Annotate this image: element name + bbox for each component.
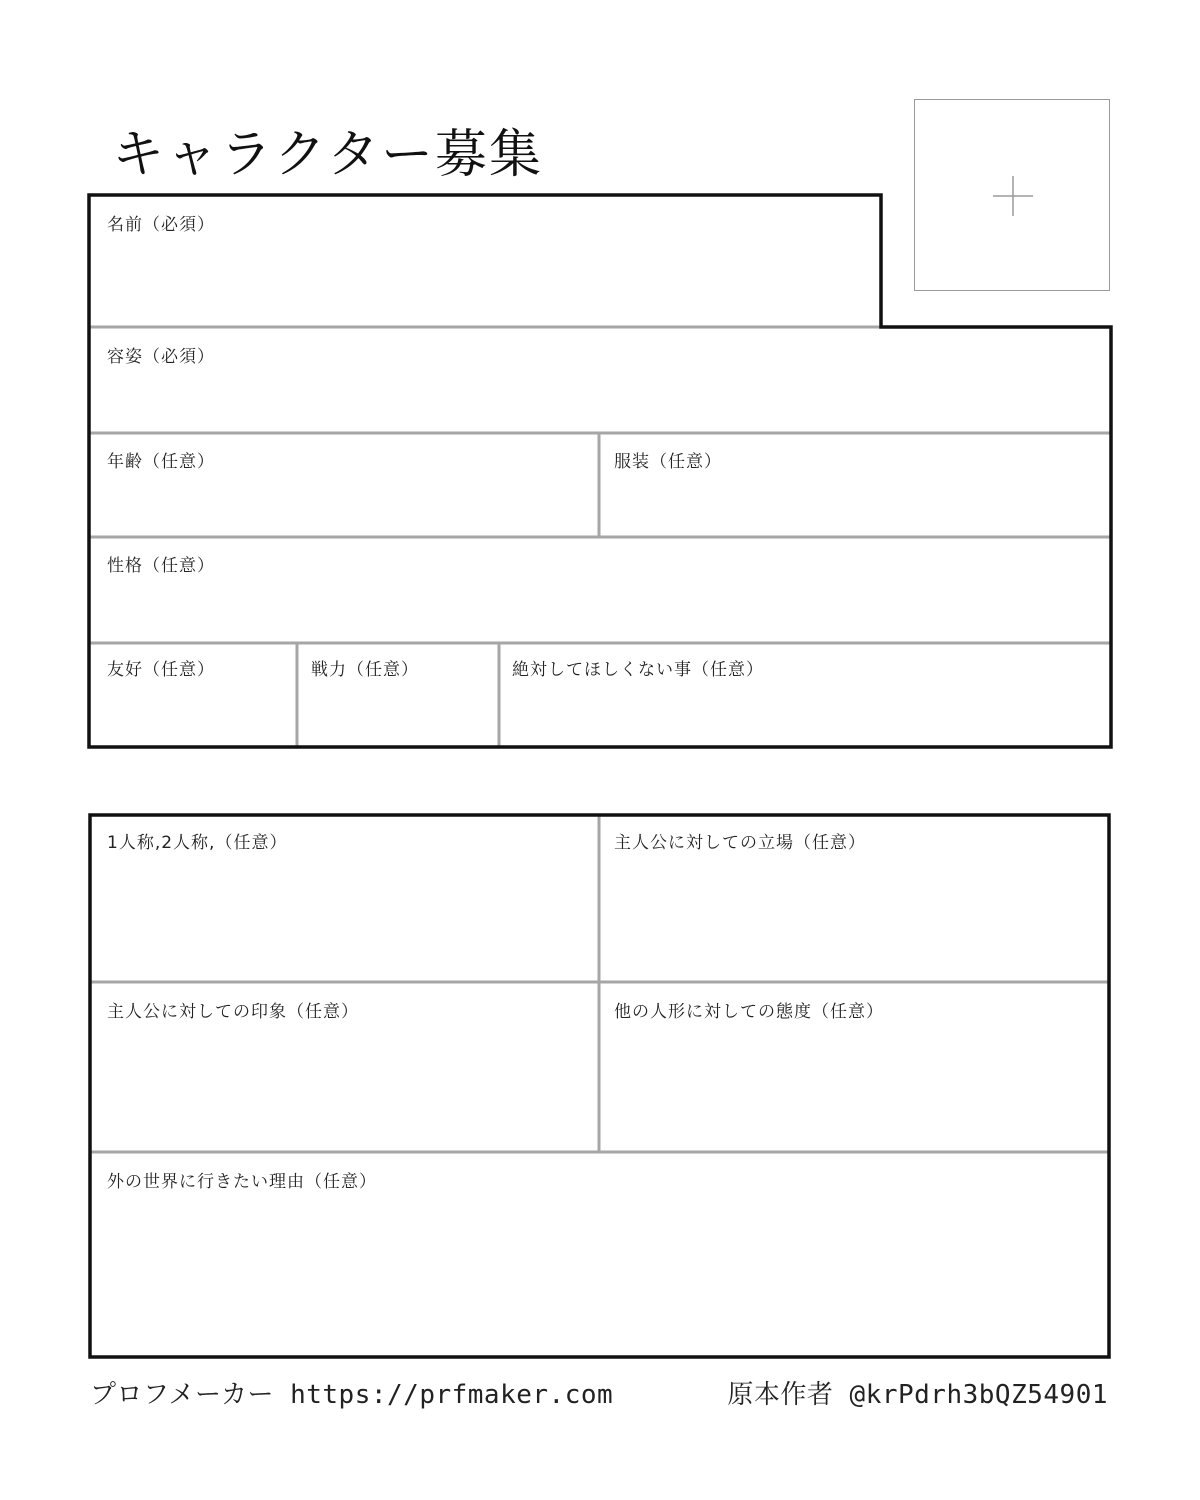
age-label: 年齢（任意） (107, 452, 215, 472)
pronouns-label: 1人称,2人称,（任意） (107, 833, 288, 853)
attitude-label: 他の人形に対しての態度（任意） (614, 1002, 884, 1022)
clothing-label: 服装（任意） (614, 452, 722, 472)
dislikes-label: 絶対してほしくない事（任意） (512, 660, 764, 680)
personality-field[interactable] (91, 539, 1109, 641)
reason-label: 外の世界に行きたい理由（任意） (107, 1172, 377, 1192)
position-label: 主人公に対しての立場（任意） (614, 833, 866, 853)
footer-author-credit: 原本作者 @krPdrh3bQZ54901 (727, 1380, 1108, 1410)
appearance-label: 容姿（必須） (107, 347, 215, 367)
impression-label: 主人公に対しての印象（任意） (107, 1002, 359, 1022)
footer-maker-credit: プロフメーカー https://prfmaker.com (90, 1380, 614, 1410)
page-title: キャラクター募集 (112, 125, 543, 185)
combat-label: 戦力（任意） (311, 660, 419, 680)
personality-label: 性格（任意） (107, 556, 215, 576)
appearance-field[interactable] (91, 329, 1109, 431)
friendliness-label: 友好（任意） (107, 660, 215, 680)
name-label: 名前（必須） (107, 215, 215, 235)
